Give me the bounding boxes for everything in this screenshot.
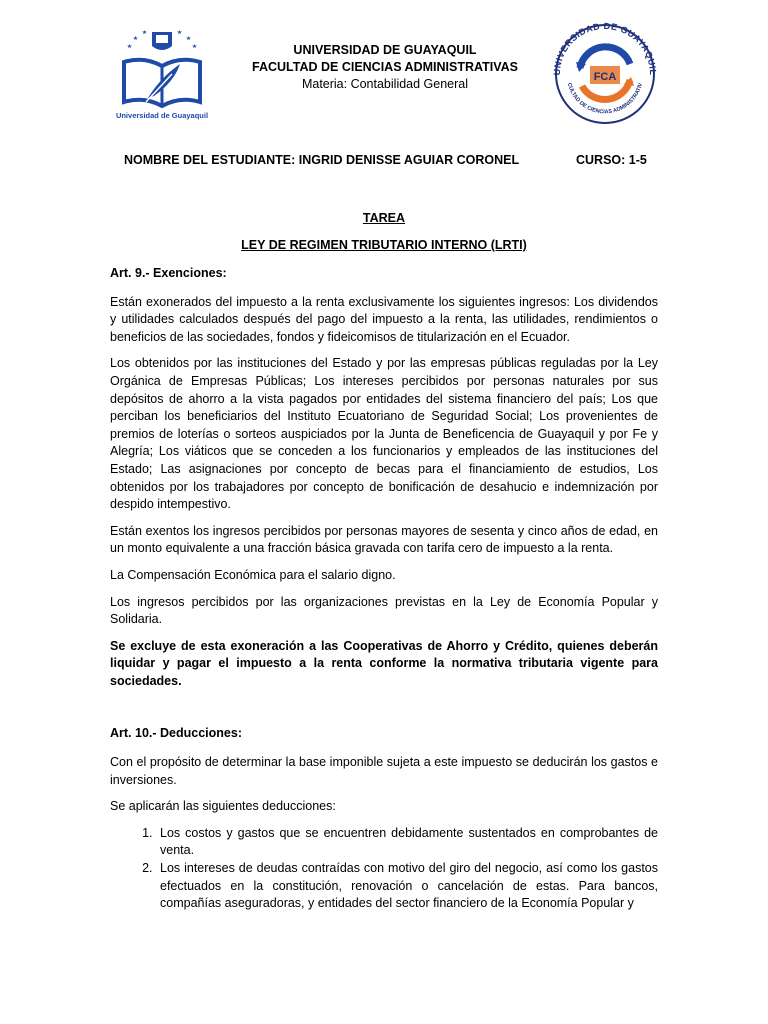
faculty-name: FACULTAD DE CIENCIAS ADMINISTRATIVAS <box>252 60 518 74</box>
list-item: 2. Los intereses de deudas contraídas con motivo del giro del negocio, así como los gastos efectuados en la constitución, renovación o cancelación de estas. Para bancos, compañías aseguradoras, y entidades del sector financiero de la Economía Popular y <box>156 860 658 913</box>
logo-caption: Universidad de Guayaquil <box>115 111 209 120</box>
document-body <box>110 265 658 913</box>
university-logo <box>114 22 210 126</box>
art9-paragraph-6: Se excluye de esta exoneración a las Cooperativas de Ahorro y Crédito, quienes deberán liquidar y pagar el impuesto a la renta conforme la normativa tributaria vigente para sociedades. <box>110 638 658 688</box>
course-label: CURSO: 1-5 <box>576 153 647 167</box>
task-title: TAREA <box>362 211 406 225</box>
art9-paragraph-2: Los obtenidos por las instituciones del Estado y por las empresas públicas reguladas por la Ley Orgánica de Empresas Públicas; Los intereses percibidos por personas naturales por sus depósitos de ahorro a la vista pagados por entidades del sistema financiero del país; Los que perciban los beneficiarios del Instituto Ecuatoriano de Seguridad Social; Los provenientes de premios de loterías o sorteos auspiciados por la Junta de Beneficencia de Guayaquil y por Fe y Alegría; Los viáticos que se conceden a los funcionarios y empleados de las instituciones del Estado; Las asignaciones por concepto de becas para el financiamiento de estudios, Los obtenidos por los trabajadores por concepto de bonificación de desahucio e indemnización por despido intempestivo. <box>110 356 658 512</box>
document-header <box>230 42 540 93</box>
art10-paragraph-2: Se aplicarán las siguientes deducciones: <box>110 799 336 814</box>
art9-paragraph-4: La Compensación Económica para el salario digno. <box>110 567 396 582</box>
art9-paragraph-3: Están exentos los ingresos percibidos por personas mayores de sesenta y cinco años de edad, en un monto equivalente a una fracción básica gravada con tarifa cero de impuesto a la renta. <box>110 523 658 556</box>
student-name: NOMBRE DEL ESTUDIANTE: INGRID DENISSE AGUIAR CORONEL <box>124 153 520 167</box>
art9-paragraph-5: Los ingresos percibidos por las organizaciones previstas en la Ley de Economía Popular y Solidaria. <box>110 594 658 627</box>
seal-top-text: UNIVERSIDAD DE GUAYAQUIL <box>551 22 659 76</box>
art9-paragraph-1: Están exonerados del impuesto a la renta exclusivamente los siguientes ingresos: Los dividendos y utilidades calculados después del pago del impuesto a la renta, las utilidades, rendimientos o beneficios de las sociedades, fondos y fideicomisos de titularización en el Ecuador. <box>110 294 658 344</box>
university-name: UNIVERSIDAD DE GUAYAQUIL <box>293 43 477 57</box>
art10-heading: Art. 10.- Deducciones: <box>110 726 242 741</box>
law-title: LEY DE REGIMEN TRIBUTARIO INTERNO (LRTI) <box>241 238 527 252</box>
art10-paragraph-1: Con el propósito de determinar la base imponible sujeta a este impuesto se deducirán los gastos e inversiones. <box>110 755 658 787</box>
subject-name: Materia: Contabilidad General <box>301 77 469 91</box>
seal-center-text: FCA <box>593 71 617 83</box>
art9-heading: Art. 9.- Exenciones: <box>110 266 227 280</box>
seal-bottom-text: CULTAD DE CIENCIAS ADMINISTRATIV <box>565 82 645 116</box>
list-item: 1. Los costos y gastos que se encuentren debidamente sustentados en comprobantes de venta. <box>156 825 658 860</box>
deductions-list <box>110 825 658 913</box>
faculty-seal-logo <box>546 22 664 126</box>
